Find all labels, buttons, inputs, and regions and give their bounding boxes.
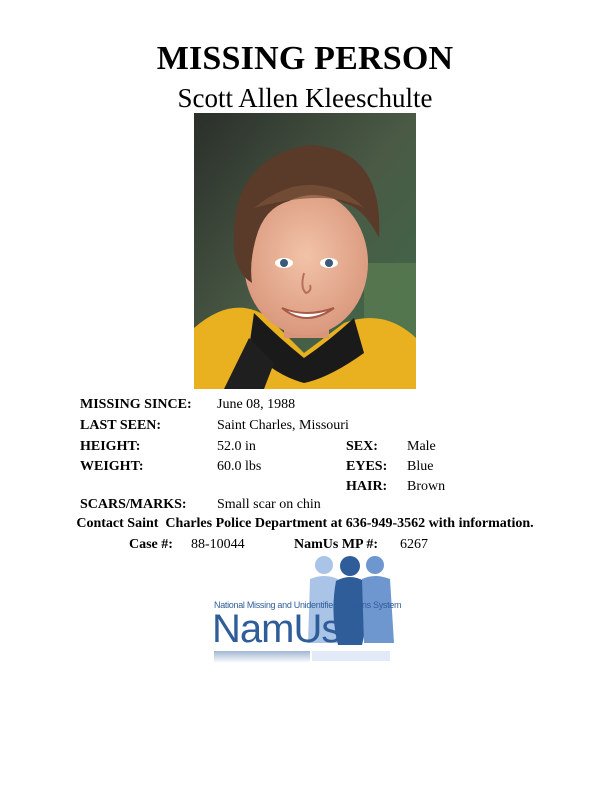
- person-photo: [194, 113, 416, 389]
- contact-line: Contact Saint Charles Police Department at 636-949-3562 with information.: [76, 516, 534, 531]
- namus-tagline: National Missing and Unidentified Persons System: [214, 600, 402, 610]
- hair-value: Brown: [407, 479, 446, 494]
- namus-logo: [212, 553, 402, 668]
- last-seen-value: Saint Charles, Missouri: [217, 418, 349, 433]
- sex-label: SEX:: [346, 439, 378, 454]
- namus-wordmark: NamUs: [212, 607, 341, 651]
- eyes-value: Blue: [407, 459, 434, 474]
- missing-since-value: June 08, 1988: [217, 397, 296, 412]
- sex-value: Male: [407, 439, 436, 454]
- page-title: MISSING PERSON: [156, 40, 454, 77]
- eyes-label: EYES:: [346, 459, 388, 474]
- case-label: Case #:: [129, 537, 173, 552]
- namus-label: NamUs MP #:: [294, 537, 378, 552]
- hair-label: HAIR:: [346, 479, 388, 494]
- weight-value: 60.0 lbs: [217, 459, 262, 474]
- last-seen-label: LAST SEEN:: [80, 418, 162, 433]
- case-value: 88-10044: [191, 537, 245, 552]
- person-name: Scott Allen Kleeschulte: [177, 83, 433, 113]
- scars-label: SCARS/MARKS:: [80, 497, 187, 512]
- wordmark-reflection-icon: [212, 651, 392, 665]
- scars-value: Small scar on chin: [217, 497, 321, 512]
- height-label: HEIGHT:: [80, 439, 141, 454]
- height-value: 52.0 in: [217, 439, 256, 454]
- missing-since-label: MISSING SINCE:: [80, 397, 192, 412]
- namus-value: 6267: [400, 537, 428, 552]
- weight-label: WEIGHT:: [80, 459, 144, 474]
